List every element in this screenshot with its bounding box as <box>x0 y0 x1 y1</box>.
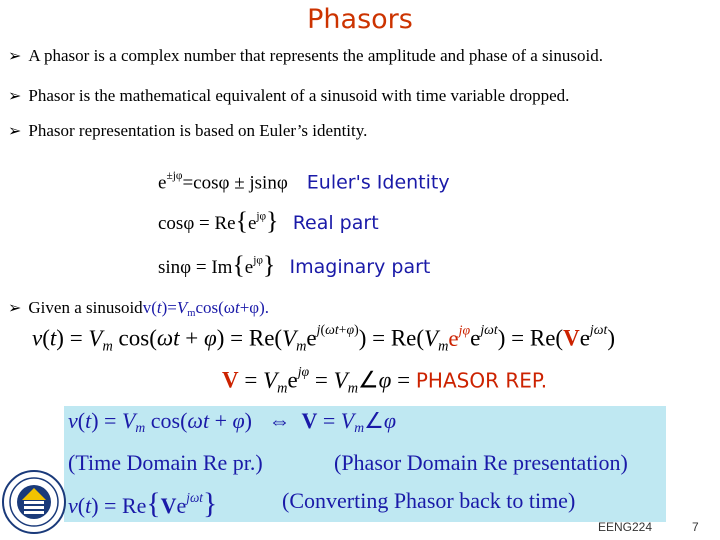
real-part-label: Real part <box>292 212 379 234</box>
phasor-definition-equation: $V = V_me^{j\varphi}$ = $V_m\angle\varphi$ = PHASOR REP. <box>222 364 548 396</box>
arrow-bullet-icon: ➢ <box>8 121 22 140</box>
imaginary-part-equation: $\sin\varphi = Im\{e^{j\varphi}\}$ Imaginary part <box>158 250 431 279</box>
bullet-text: A phasor is a complex number that represents the amplitude and phase of a sinusoid. <box>28 46 603 65</box>
bullet-item <box>8 86 569 106</box>
euler-identity-equation: $e^{\pm j\varphi}=\cos\varphi \pm jsin\varphi$ Euler's Identity <box>158 170 450 194</box>
university-seal-icon <box>2 470 66 534</box>
arrow-bullet-icon: ➢ <box>8 86 22 105</box>
phasor-domain-label: (Phasor Domain Re presentation) <box>334 450 628 475</box>
bullet-text: Phasor is the mathematical equivalent of a sinusoid with time variable dropped. <box>28 86 570 105</box>
converting-label: (Converting Phasor back to time) <box>282 488 576 513</box>
time-to-phasor-equation: $v(t) = V_m$ cos(ωt + φ) ⇔ $V = V_m\angle\varphi$ <box>68 408 396 436</box>
sinusoid-expansion-equation: $v(t) = V_m$ $\cos(\omega t + \varphi) = Re(V_me^{j(\omega t+\varphi)}) = Re(V_me^{j\varphi}e^{j\omega t}) = Re(Ve^{j\omega t})$ <box>32 322 616 354</box>
page-title: Phasors <box>307 4 413 35</box>
bullet-item: ➢ Given a sinusoid $v(t)=V_m\cos(\omega t+\varphi)$. <box>8 298 269 320</box>
course-code: EENG224 <box>598 520 653 534</box>
bullet-text: Phasor representation is based on Euler’s identity. <box>28 121 368 140</box>
phasor-to-time-equation: $v(t) = Re\{Ve^{j\omega t}\}$ <box>68 488 218 520</box>
given-prefix: Given a sinusoid <box>28 298 143 317</box>
phasor-rep-label: PHASOR REP. <box>415 368 548 393</box>
bullet-item <box>8 121 367 141</box>
euler-identity-label: Euler's Identity <box>306 171 450 194</box>
real-part-equation: $\cos\varphi = Re\{e^{j\varphi}\}$ Real part <box>158 206 379 235</box>
page-number: 7 <box>692 520 699 534</box>
arrow-bullet-icon: ➢ <box>8 46 22 65</box>
bullet-item <box>8 46 603 66</box>
imaginary-part-label: Imaginary part <box>289 256 431 278</box>
time-domain-label: (Time Domain Re pr.) <box>68 450 263 475</box>
arrow-bullet-icon: ➢ <box>8 298 22 317</box>
summary-box <box>64 406 666 522</box>
